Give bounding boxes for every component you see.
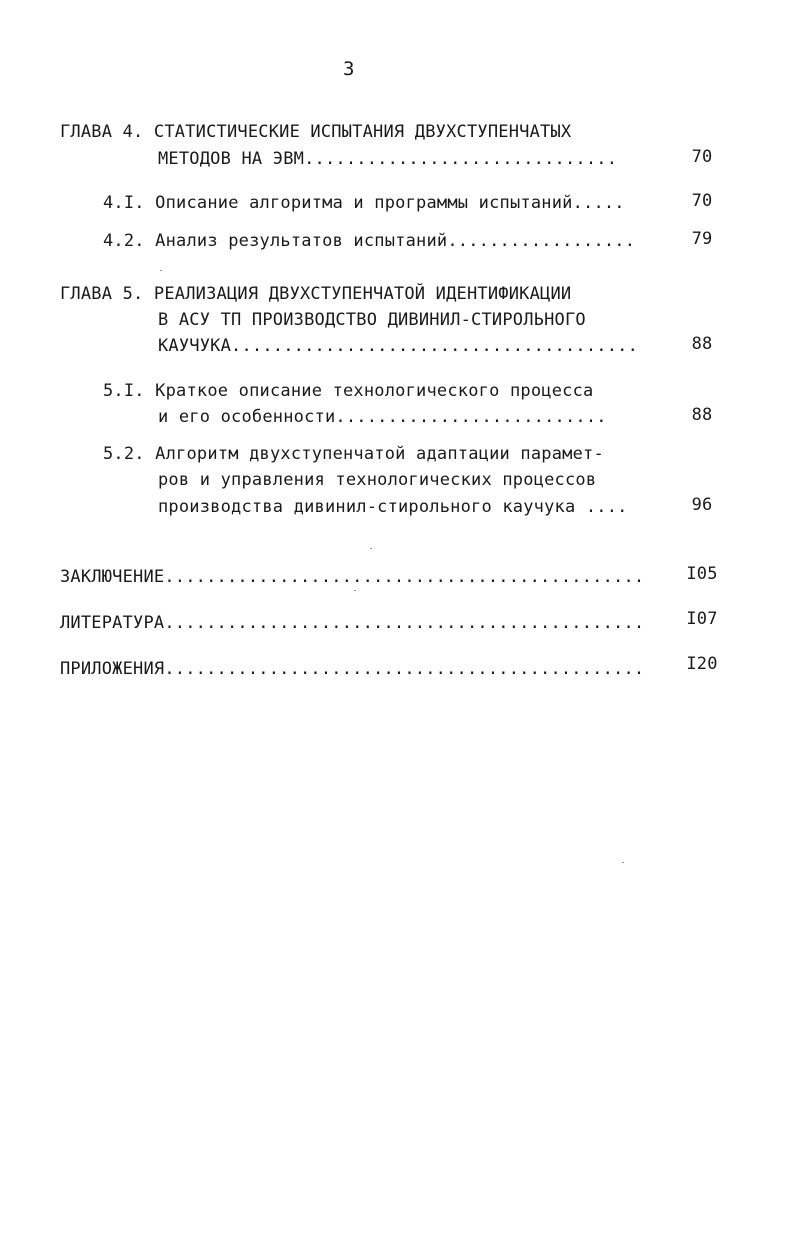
toc-section-5-1-cont: и его особенности.......................... bbox=[158, 407, 607, 427]
toc-conclusion: ЗАКЛЮЧЕНИЕ.............................................. bbox=[60, 567, 645, 587]
toc-section-5-1-page: 88 bbox=[691, 405, 713, 425]
toc-literature: ЛИТЕРАТУРА.............................................. bbox=[60, 613, 645, 633]
toc-conclusion-page: I05 bbox=[686, 564, 718, 584]
toc-appendices: ПРИЛОЖЕНИЯ.............................................. bbox=[60, 659, 645, 679]
scan-speck bbox=[622, 862, 624, 863]
scan-speck bbox=[370, 548, 372, 549]
toc-chapter-4-page: 70 bbox=[691, 147, 713, 167]
scan-speck bbox=[354, 590, 356, 591]
toc-section-4-2: 4.2. Анализ результатов испытаний.................. bbox=[103, 231, 636, 251]
toc-section-5-2: 5.2. Алгоритм двухступенчатой адаптации парамет- bbox=[103, 444, 604, 464]
toc-appendices-page: I20 bbox=[686, 654, 718, 674]
toc-chapter-5-page: 88 bbox=[691, 334, 713, 354]
toc-chapter-4-title-cont: МЕТОДОВ НА ЭВМ.............................. bbox=[158, 149, 618, 169]
toc-literature-page: I07 bbox=[686, 609, 718, 629]
toc-chapter-4-title: ГЛАВА 4. СТАТИСТИЧЕСКИЕ ИСПЫТАНИЯ ДВУХСТУПЕНЧАТЫХ bbox=[60, 122, 572, 142]
toc-section-5-2-page: 96 bbox=[691, 495, 713, 515]
scan-speck bbox=[160, 270, 162, 271]
toc-section-4-2-page: 79 bbox=[691, 229, 713, 249]
page-number: 3 bbox=[343, 58, 355, 80]
toc-section-4-1-page: 70 bbox=[691, 191, 713, 211]
toc-section-5-1: 5.I. Краткое описание технологического процесса bbox=[103, 381, 594, 401]
toc-chapter-5-title: ГЛАВА 5. РЕАЛИЗАЦИЯ ДВУХСТУПЕНЧАТОЙ ИДЕНТИФИКАЦИИ bbox=[60, 284, 572, 304]
toc-chapter-5-title-cont: В АСУ ТП ПРОИЗВОДСТВО ДИВИНИЛ-СТИРОЛЬНОГО bbox=[158, 310, 586, 330]
toc-section-5-2-cont: ров и управления технологических процессов bbox=[158, 470, 597, 490]
toc-section-4-1: 4.I. Описание алгоритма и программы испытаний..... bbox=[103, 193, 625, 213]
toc-section-5-2-end: производства дивинил-стирольного каучука .... bbox=[158, 497, 628, 517]
toc-chapter-5-title-end: КАУЧУКА....................................... bbox=[158, 336, 639, 356]
